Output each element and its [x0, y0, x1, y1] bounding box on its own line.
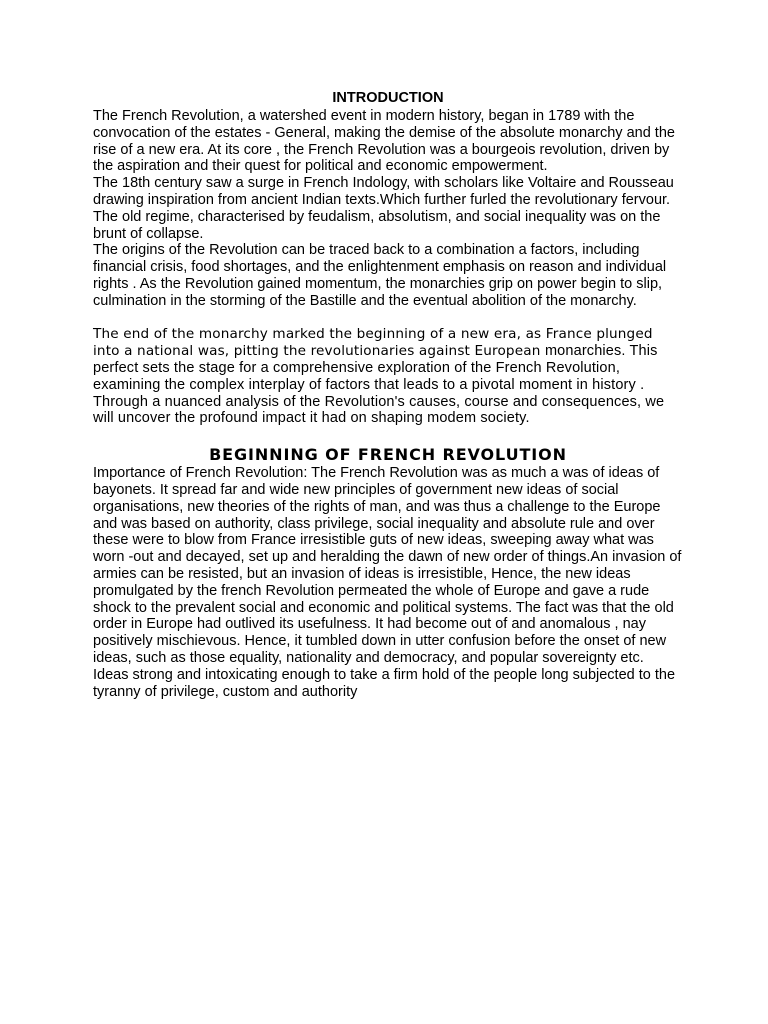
- intro-paragraph-1: The French Revolution, a watershed event in modern history, began in 1789 with the convocation of the estates - General, making the demise of the absolute monarchy and the rise of a new era. At its core , the French Revolution was a bourgeois revolution, driven by the aspiration and their quest for political and economic empowerment.: [93, 108, 675, 175]
- blank-line: [93, 310, 683, 327]
- intro-paragraph-3: The old regime, characterised by feudalism, absolutism, and social inequality was on the brunt of collapse.: [93, 208, 661, 242]
- intro-paragraph-4: The origins of the Revolution can be traced back to a combination a factors, including financial crisis, food shortages, and the enlightenment emphasis on reason and individual rights . As the Revolution gained momentum, the monarchies grip on power begin to slip, culmination in the storming of the Bastille and the eventual abolition of the monarchy.: [93, 242, 667, 309]
- intro-closing-lead: The end of the monarchy marked the beginning of a new era, as France plunged into a national was, pitting the revolutionaries against European: [93, 326, 653, 360]
- intro-closing-rest: monarchies. This perfect sets the stage for a comprehensive exploration of the French Revolution, examining the complex interplay of factors that leads to a pivotal moment in history . Through a nuanced analysis of the Revolution's causes, course and consequences, we will uncover the profound impact it had on shaping modem society.: [93, 343, 665, 427]
- intro-closing-paragraph: [93, 326, 683, 427]
- beginning-heading: BEGINNING OF FRENCH REVOLUTION: [209, 445, 567, 465]
- intro-paragraph-2: The 18th century saw a surge in French Indology, with scholars like Voltaire and Rousseau drawing inspiration from ancient Indian texts.Which further furled the revolutionary fervour.: [93, 175, 674, 208]
- document-page: [93, 88, 683, 700]
- introduction-heading: INTRODUCTION: [332, 90, 444, 106]
- beginning-body: Importance of French Revolution: The French Revolution was as much a was of ideas of bayonets. It spread far and wide new principles of government new ideas of social organisations, new theories of the rights of man, and was thus a challenge to the Europe and was based on authority, class privilege, social inequality and absolute rule and over these were to blow from France irresistible guts of new ideas, sweeping away what was worn -out and decayed, set up and heralding the dawn of new order of things.An invasion of armies can be resisted, but an invasion of ideas is irresistible, Hence, the new ideas promulgated by the french Revolution permeated the whole of Europe and gave a rude shock to the prevalent social and economic and political systems. The fact was that the old order in Europe had outlived its usefulness. It had become out of and anomalous , nay positively mischievous. Hence, it tumbled down in utter confusion before the onset of new ideas, such as those equality, nationality and democracy, and popular sovereignty etc. Ideas strong and intoxicating enough to take a firm hold of the people long subjected to the tyranny of privilege, custom and authority: [93, 465, 682, 700]
